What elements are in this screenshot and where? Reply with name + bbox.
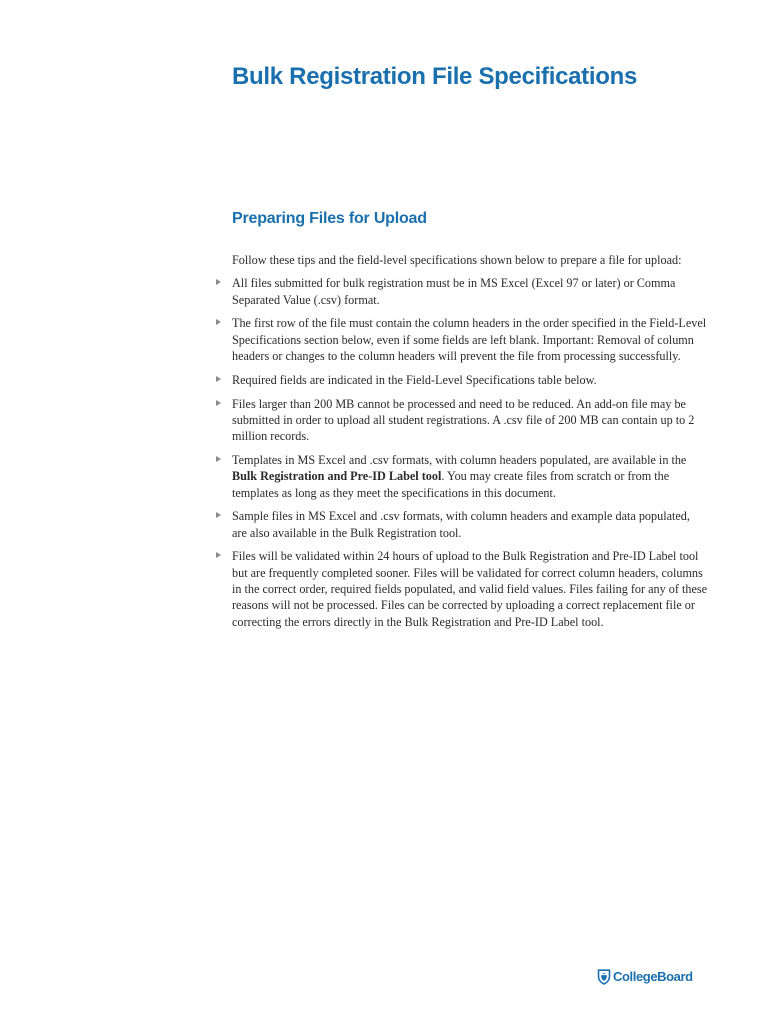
tip-item <box>215 548 707 629</box>
tip-item <box>215 372 707 388</box>
tip-text: Required fields are indicated in the Field-Level Specifications table below. <box>232 372 597 387</box>
tip-text: Sample files in MS Excel and .csv formats, with column headers and example data populated, are also available in the Bulk Registration tool. <box>232 509 690 540</box>
tip-item <box>215 275 707 308</box>
tip-text: Files will be validated within 24 hours of upload to the Bulk Registration and Pre-ID Label tool but are frequently completed sooner. Files will be validated for correct column headers, columns in the correct order, required fields populated, and valid field values. Files failing for any of these reasons will not be processed. Files can be corrected by uploading a correct replacement file or correcting the errors directly in the Bulk Registration and Pre-ID Label tool. <box>232 549 708 629</box>
section-heading: Preparing Files for Upload <box>232 210 427 227</box>
bullet-arrow-icon <box>216 512 221 518</box>
tip-item <box>215 315 707 364</box>
tip-item <box>215 396 707 445</box>
collegeboard-logo <box>597 968 693 985</box>
bullet-arrow-icon <box>216 319 221 325</box>
bullet-arrow-icon <box>216 552 221 558</box>
acorn-shield-icon <box>597 968 611 985</box>
bullet-arrow-icon <box>216 279 221 285</box>
bullet-arrow-icon <box>216 456 221 462</box>
document-title: Bulk Registration File Specifications <box>232 63 637 90</box>
tool-name-bold: Bulk Registration and Pre-ID Label tool <box>232 469 442 484</box>
tip-text: All files submitted for bulk registration must be in MS Excel (Excel 97 or later) or Comma Separated Value (.csv) format. <box>232 276 676 307</box>
logo-text: CollegeBoard <box>613 969 693 984</box>
tip-item <box>215 508 707 541</box>
intro-paragraph: Follow these tips and the field-level specifications shown below to prepare a file for upload: <box>232 253 682 267</box>
tip-text-before: Templates in MS Excel and .csv formats, with column headers populated, are available in the <box>232 452 687 467</box>
tip-text: The first row of the file must contain the column headers in the order specified in the Field-Level Specifications section below, even if some fields are left blank. Important: Removal of column headers or changes to the column headers will prevent the file from processing successfully. <box>232 316 707 363</box>
tips-list <box>215 275 707 630</box>
bullet-arrow-icon <box>216 376 221 382</box>
tip-text-after: . You may create files from scratch or from the templates as long as they meet the specifications in this document. <box>232 469 670 500</box>
tip-item <box>215 452 707 501</box>
tip-text: Files larger than 200 MB cannot be processed and need to be reduced. An add-on file may be submitted in order to upload all student registrations. A .csv file of 200 MB can contain up to 2 million records. <box>232 396 695 444</box>
bullet-arrow-icon <box>216 400 221 406</box>
document-body <box>215 252 707 637</box>
